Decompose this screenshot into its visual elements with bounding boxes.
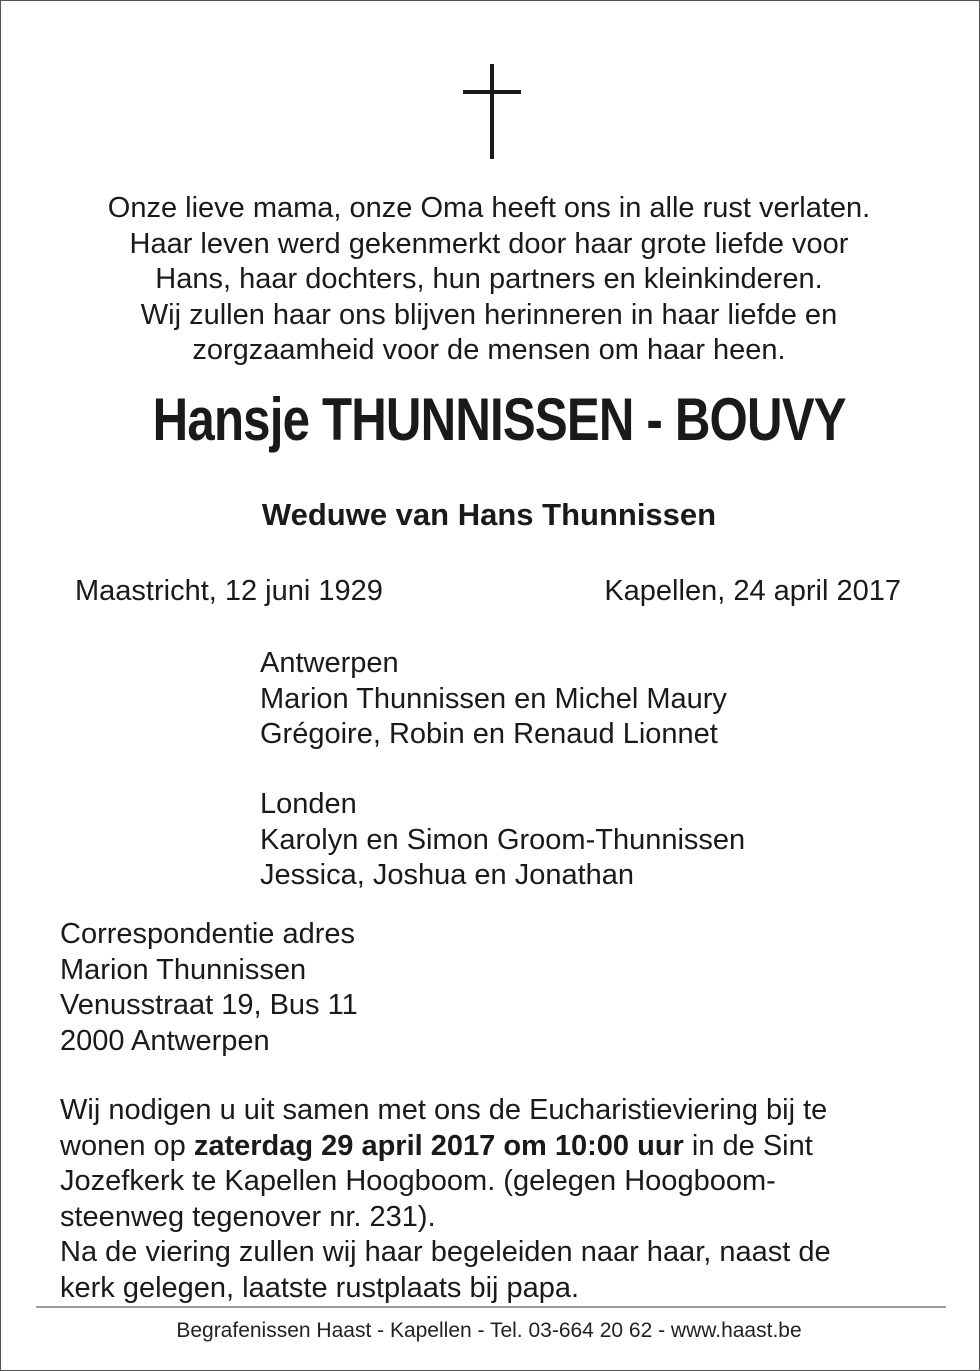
invitation-line: kerk gelegen, laatste rustplaats bij papa. [60,1271,580,1304]
intro-line: Hans, haar dochters, hun partners en kleinkinderen. [155,263,823,295]
ceremony-datetime: zaterdag 29 april 2017 om 10:00 uur [193,1129,684,1162]
cross-icon [463,64,521,159]
death-place-date: Kapellen, 24 april 2017 [604,575,901,607]
invitation-line: Jozefkerk te Kapellen Hoogboom. (gelegen Hoogboom- [60,1165,776,1197]
address-line: Marion Thunnissen [60,953,307,986]
invitation-text: in de Sint [683,1129,813,1162]
family-line: Grégoire, Robin en Renaud Lionnet [260,718,718,750]
invitation-text: wonen op [60,1129,194,1162]
family-group-londen [260,787,745,894]
family-line: Antwerpen [260,647,399,679]
birth-place-date: Maastricht, 12 juni 1929 [75,575,383,607]
family-line: Jessica, Joshua en Jonathan [260,859,635,891]
invitation-line [60,1129,940,1165]
address-line: 2000 Antwerpen [60,1024,270,1057]
invitation-line: steenweg tegenover nr. 231). [60,1200,436,1233]
family-line: Marion Thunnissen en Michel Maury [260,682,727,715]
widow-subtitle: Weduwe van Hans Thunnissen [261,497,717,532]
deceased-name: Hansje THUNNISSEN - BOUVY [152,386,846,453]
address-line: Correspondentie adres [60,918,356,950]
address-line: Venusstraat 19, Bus 11 [60,989,358,1021]
intro-line: zorgzaamheid voor de mensen om haar heen. [192,334,786,366]
correspondence-address [60,917,358,1059]
ceremony-invitation [60,1093,940,1306]
family-line: Londen [260,788,357,820]
funeral-home-footer: Begrafenissen Haast - Kapellen - Tel. 03-664 20 62 - www.haast.be [176,1319,802,1342]
intro-line: Wij zullen haar ons blijven herinneren in haar liefde en [140,298,838,331]
intro-line: Onze lieve mama, onze Oma heeft ons in alle rust verlaten. [107,192,871,224]
family-line: Karolyn en Simon Groom-Thunnissen [260,823,746,856]
intro-text [1,191,977,369]
invitation-line: Na de viering zullen wij haar begeleiden naar haar, naast de [60,1236,831,1268]
footer-divider [36,1306,946,1308]
family-group-antwerpen [260,646,727,753]
invitation-line: Wij nodigen u uit samen met ons de Eucharistieviering bij te [60,1094,828,1126]
intro-line: Haar leven werd gekenmerkt door haar grote liefde voor [129,227,849,260]
